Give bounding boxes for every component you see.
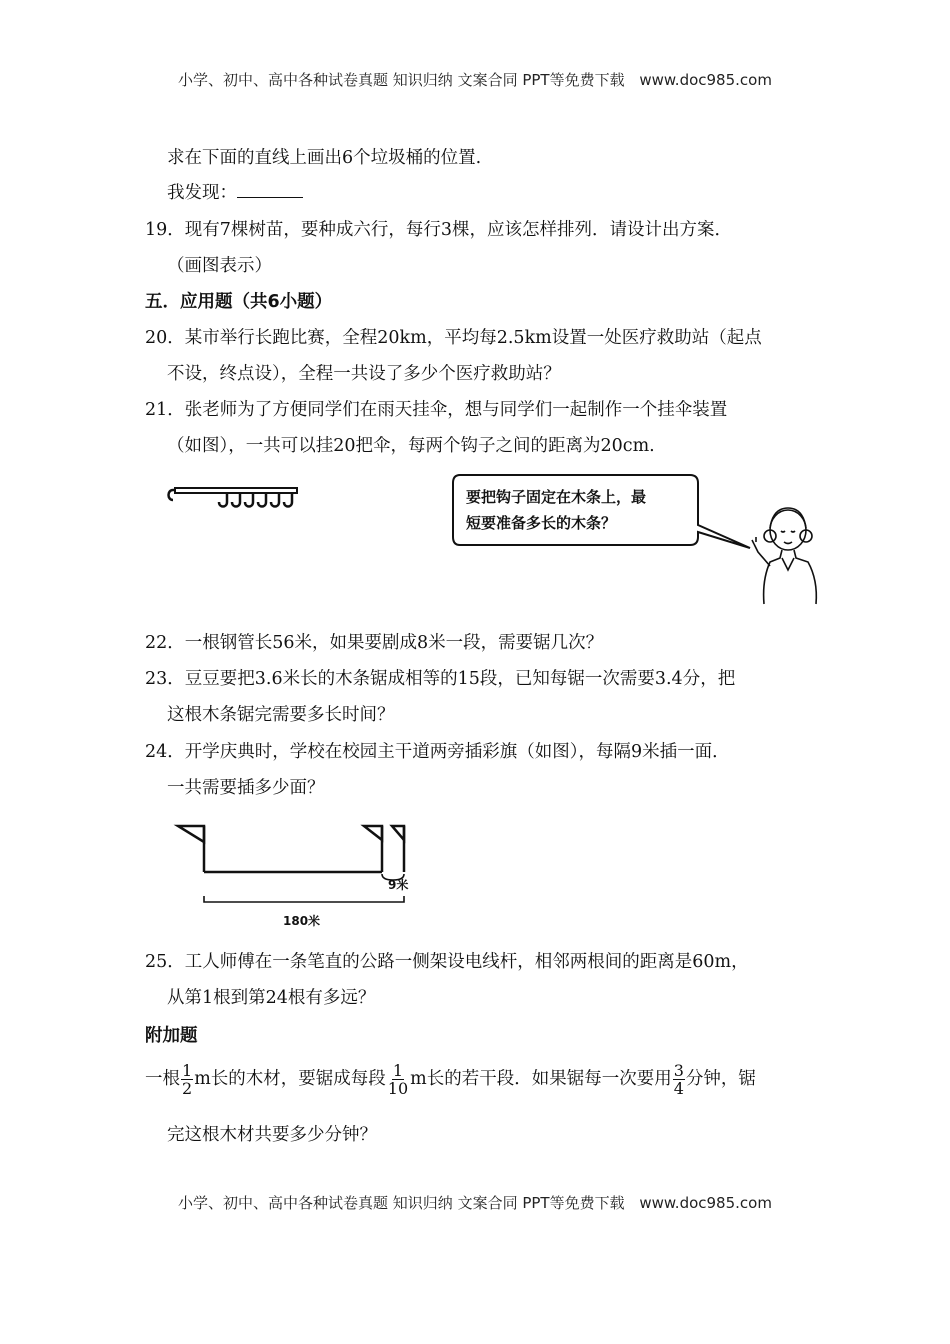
- page-footer: [0, 1192, 950, 1213]
- label-180m: 180米: [283, 914, 321, 928]
- fraction-1-2: [181, 1062, 193, 1097]
- q24-line2: 一共需要插多少面？: [167, 778, 325, 798]
- q24-line1: 24．开学庆典时，学校在校园主干道两旁插彩旗（如图），每隔9米插一面．: [145, 742, 730, 762]
- label-9m: 9米: [388, 878, 409, 892]
- speech-line1: 要把钩子固定在木条上，最: [466, 488, 647, 506]
- q18-line2: [167, 181, 303, 205]
- q21-line1: 21．张老师为了方便同学们在雨天挂伞，想与同学们一起制作一个挂伞装置: [145, 400, 728, 420]
- footer-text: 小学、初中、高中各种试卷真题 知识归纳 文案合同 PPT等免费下载: [178, 1194, 625, 1212]
- header-site: www.doc985.com: [639, 71, 772, 89]
- frac1-num: 1: [182, 1061, 193, 1080]
- q22-line: 22．一根钢管长56米，如果要剧成8米一段，需要锯几次？: [145, 633, 604, 653]
- frac2-num: 1: [392, 1061, 404, 1080]
- frac2-den: 10: [387, 1079, 409, 1098]
- teacher-illustration: [748, 500, 828, 606]
- extra-title: 附加题: [145, 1026, 198, 1046]
- footer-site: www.doc985.com: [639, 1194, 772, 1212]
- section5-title: 五．应用题（共6小题）: [145, 292, 333, 312]
- extra-line1: [145, 1060, 756, 1098]
- frac1-den: 2: [182, 1079, 193, 1098]
- q23-line2: 这根木条锯完需要多长时间？: [167, 705, 395, 725]
- extra-p1: 一根: [145, 1069, 180, 1089]
- frac3-num: 3: [673, 1061, 684, 1080]
- speech-line2: 短要准备多长的木条？: [466, 514, 617, 532]
- hook-rack-figure: [165, 478, 305, 518]
- q18-line1: 求在下面的直线上画出6个垃圾桶的位置.: [167, 148, 482, 168]
- extra-p2: m长的木材，要锯成每段: [194, 1069, 386, 1089]
- q25-line2: 从第1根到第24根有多远？: [167, 988, 376, 1008]
- fraction-3-4: [673, 1062, 685, 1097]
- q21-line2: （如图），一共可以挂20把伞，每两个钩子之间的距离为20cm.: [167, 436, 655, 456]
- extra-line2: 完这根木材共要多少分钟？: [167, 1125, 377, 1145]
- q23-line1: 23．豆豆要把3.6米长的木条锯成相等的15段，已知每锯一次需要3.4分，把: [145, 669, 736, 689]
- extra-p3: m长的若干段．如果锯每一次要用: [410, 1069, 672, 1089]
- fraction-1-10: [387, 1062, 409, 1097]
- q25-line1: 25．工人师傅在一条笔直的公路一侧架设电线杆，相邻两根间的距离是60m，: [145, 952, 749, 972]
- answer-blank[interactable]: [237, 181, 303, 198]
- page-header: [0, 69, 950, 90]
- frac3-den: 4: [673, 1079, 684, 1098]
- q20-line2: 不设，终点设），全程一共设了多少个医疗救助站？: [167, 364, 561, 384]
- q18-discovery-label: 我发现：: [167, 183, 237, 203]
- header-text: 小学、初中、高中各种试卷真题 知识归纳 文案合同 PPT等免费下载: [178, 71, 625, 89]
- q19-line2: （画图表示）: [167, 256, 272, 276]
- q19-line1: 19．现有7棵树苗，要种成六行，每行3棵，应该怎样排列．请设计出方案．: [145, 220, 733, 240]
- extra-p4: 分钟，锯: [685, 1069, 756, 1089]
- q20-line1: 20．某市举行长跑比赛，全程20km，平均每2.5km设置一处医疗救助站（起点: [145, 328, 762, 348]
